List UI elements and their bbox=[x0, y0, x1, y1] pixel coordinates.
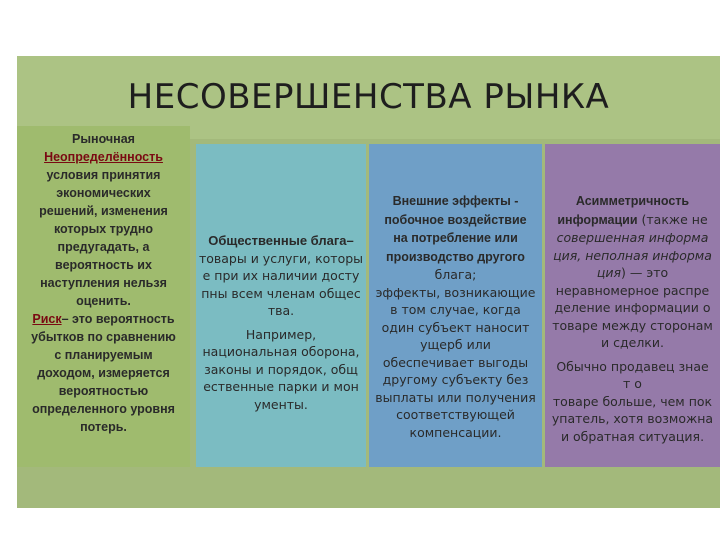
asymmetry-line: товаре между сторонам bbox=[552, 317, 713, 333]
asymmetry-after-italic: ) — это bbox=[621, 265, 669, 280]
externalities-line: компенсации. bbox=[409, 424, 502, 440]
uncertainty-line: решений, изменения bbox=[39, 204, 168, 218]
uncertainty-line: наступления нельзя bbox=[40, 276, 167, 290]
public-goods-example: законы и порядок, общ bbox=[204, 361, 358, 377]
asymmetry-italic-line: совершенная информа bbox=[556, 230, 709, 245]
risk-line: доходом, измеряется bbox=[37, 366, 170, 380]
public-goods-example: Например, bbox=[245, 326, 317, 342]
asymmetry-line-2: Обычно продавец знае bbox=[556, 358, 709, 374]
public-goods-example: ументы. bbox=[254, 396, 308, 412]
risk-line: – это вероятность bbox=[61, 312, 175, 326]
uncertainty-line: которых трудно bbox=[53, 222, 154, 236]
asymmetry-italic-line: ция, неполная информа bbox=[553, 247, 712, 263]
uncertainty-line: экономических bbox=[56, 186, 151, 200]
asymmetry-term-2: информации bbox=[557, 212, 638, 227]
public-goods-line: пны всем членам общес bbox=[201, 285, 361, 301]
public-goods-line: тва. bbox=[267, 303, 295, 318]
externalities-line: обеспечивает выгоды bbox=[382, 354, 529, 370]
asymmetry-line: деление информации о bbox=[554, 300, 711, 315]
risk-line: вероятностью bbox=[58, 384, 149, 398]
public-goods-line: товары и услуги, которы bbox=[198, 250, 364, 266]
externalities-line: блага; bbox=[434, 267, 477, 282]
uncertainty-line: предугадать, а bbox=[57, 240, 150, 254]
public-goods-column bbox=[196, 144, 366, 467]
externalities-line: выплаты или получения bbox=[375, 389, 536, 405]
asymmetry-line: неравномерное распре bbox=[555, 282, 710, 298]
asymmetry-line-2: т о bbox=[623, 376, 642, 391]
asymmetry-line-2: и обратная ситуация. bbox=[560, 428, 705, 444]
public-goods-term: Общественные блага– bbox=[208, 233, 354, 248]
externalities-line: другому субъекту без bbox=[382, 372, 529, 387]
asymmetry-line-2: товаре больше, чем пок bbox=[552, 393, 713, 409]
asymmetry-line-2: упатель, хотя возможна bbox=[551, 411, 714, 426]
public-goods-example: ественные парки и мон bbox=[203, 379, 359, 394]
public-goods-example: национальная оборона, bbox=[202, 344, 360, 359]
uncertainty-line: вероятность их bbox=[55, 258, 152, 272]
risk-line: убытков по сравнению bbox=[31, 330, 176, 344]
externalities-line: эффекты, возникающие bbox=[375, 284, 536, 300]
externalities-line: один субъект наносит bbox=[381, 319, 530, 335]
externalities-column bbox=[369, 144, 542, 467]
uncertainty-line: условия принятия bbox=[46, 168, 161, 182]
risk-line: определенного уровня bbox=[32, 402, 175, 416]
asymmetry-italic-tail: ция bbox=[596, 265, 622, 280]
risk-line: потерь. bbox=[80, 420, 127, 434]
asymmetry-term-rest: (также не bbox=[637, 211, 708, 227]
externalities-line: соответствующей bbox=[396, 407, 515, 422]
risk-term: Риск bbox=[32, 312, 62, 326]
slide-title: НЕСОВЕРШЕНСТВА РЫНКА bbox=[127, 77, 610, 117]
risk-line: с планируемым bbox=[54, 348, 153, 362]
uncertainty-pre: Рыночная bbox=[72, 132, 135, 146]
externalities-bold-line: производство другого bbox=[386, 249, 525, 264]
public-goods-line: е при их наличии досту bbox=[202, 268, 360, 283]
externalities-line: ущерб или bbox=[420, 337, 491, 352]
uncertainty-term: Неопределённость bbox=[44, 150, 163, 164]
externalities-term: Внешние эффекты - bbox=[392, 194, 519, 208]
asymmetry-line: и сделки. bbox=[601, 335, 664, 350]
externalities-bold-line: побочное воздействие bbox=[384, 212, 527, 227]
asymmetry-column bbox=[545, 144, 720, 467]
externalities-line: в том случае, когда bbox=[390, 302, 521, 317]
uncertainty-column bbox=[17, 126, 190, 467]
externalities-bold-line: на потребление или bbox=[393, 231, 518, 245]
asymmetry-term: Асимметричность bbox=[575, 194, 690, 208]
uncertainty-line: оценить. bbox=[76, 294, 131, 308]
